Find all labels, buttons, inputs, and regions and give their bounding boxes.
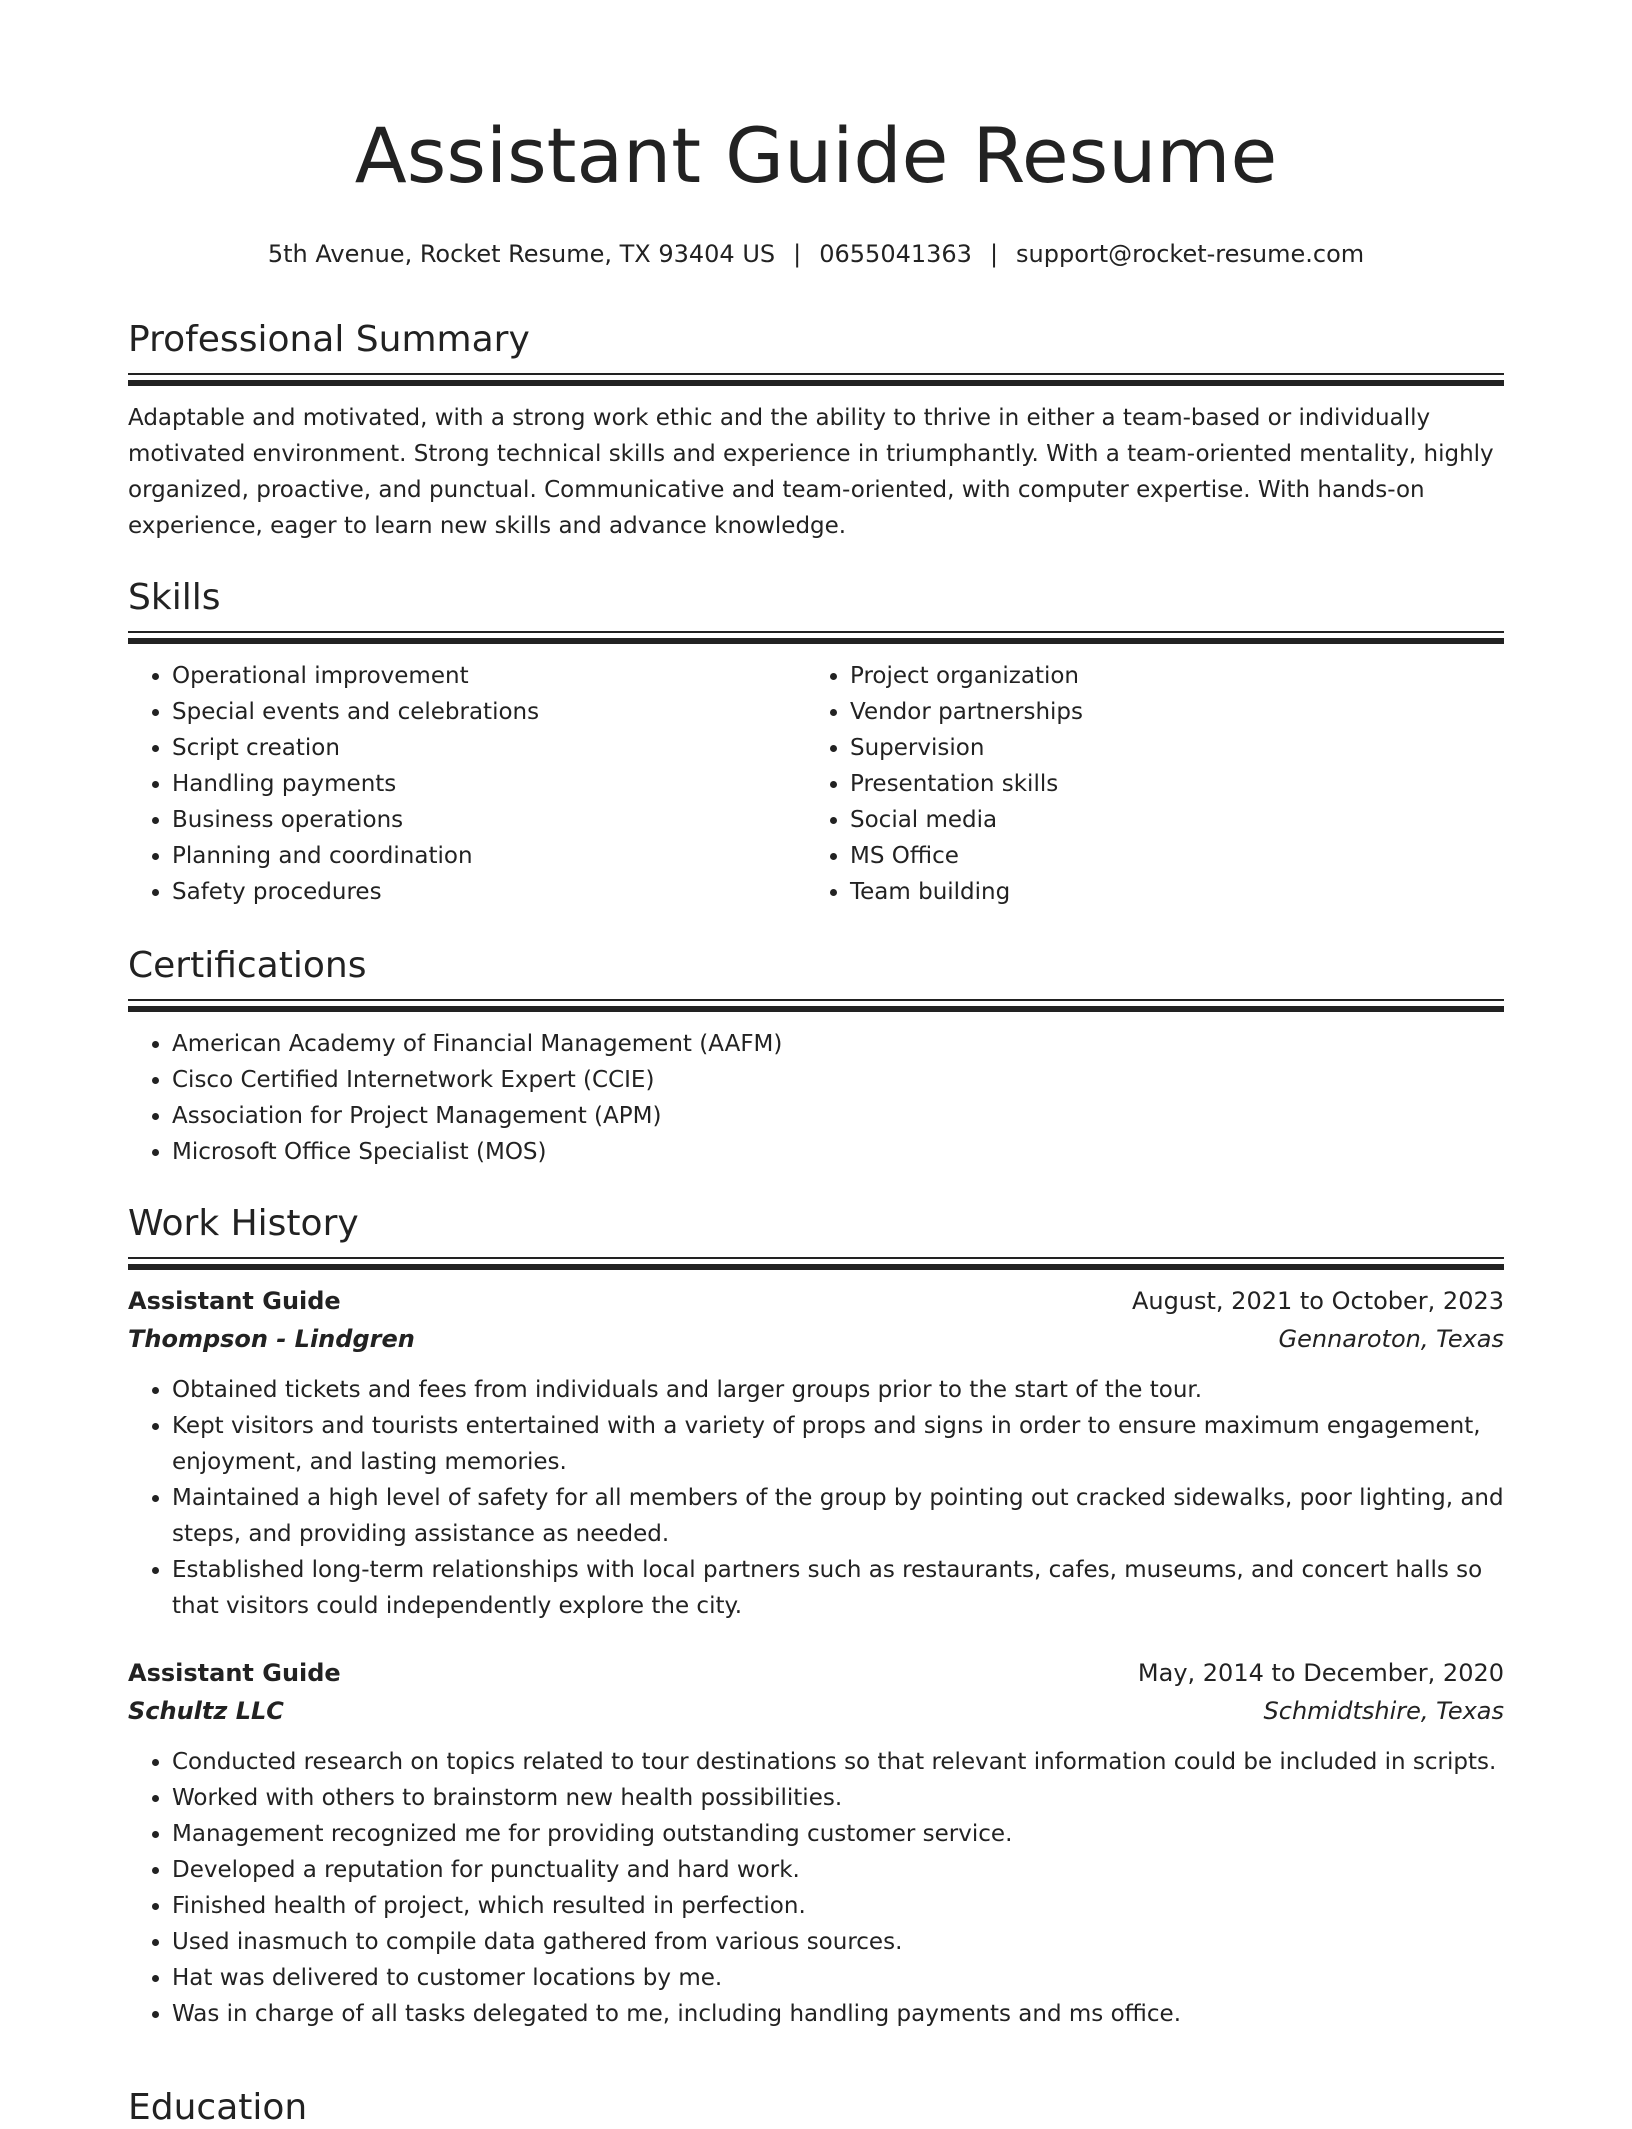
summary-section <box>128 318 1504 544</box>
skill-item: • Handling payments <box>172 766 806 802</box>
skills-heading: Skills <box>128 577 221 618</box>
section-rule <box>128 999 1504 1001</box>
skills-columns <box>128 658 1504 910</box>
job-duties-list <box>128 1744 1504 2032</box>
skills-right-column <box>806 658 1484 910</box>
skill-item: • Social media <box>850 802 1484 838</box>
resume-title: Assistant Guide Resume <box>354 111 1278 200</box>
section-rule-thick <box>128 638 1504 644</box>
section-rule <box>128 631 1504 633</box>
section-rule <box>128 373 1504 375</box>
section-rule <box>128 1257 1504 1259</box>
job-duty: • Established long-term relationships with local partners such as restaurants, cafes, museums, and concert halls so that visitors could independently explore the city. <box>172 1552 1504 1624</box>
certifications-section <box>128 944 1504 1170</box>
skill-item: • Safety procedures <box>172 874 806 910</box>
education-heading: Education <box>128 2087 308 2128</box>
skill-item: • Project organization <box>850 658 1484 694</box>
contact-address: 5th Avenue, Rocket Resume, TX 93404 US <box>267 240 776 268</box>
skill-item: • MS Office <box>850 838 1484 874</box>
certification-item: • Association for Project Management (APM) <box>172 1098 1504 1134</box>
skill-item: • Business operations <box>172 802 806 838</box>
skill-item: • Presentation skills <box>850 766 1484 802</box>
skills-left-list <box>128 658 806 910</box>
job-dates: August, 2021 to October, 2023 <box>1131 1287 1504 1316</box>
contact-phone: 0655041363 <box>819 240 972 268</box>
skills-left-column <box>128 658 806 910</box>
skill-item: • Team building <box>850 874 1484 910</box>
contact-separator: | <box>989 240 999 268</box>
job-duties-list <box>128 1372 1504 1624</box>
contact-separator: | <box>793 240 802 268</box>
skill-item: • Special events and celebrations <box>172 694 806 730</box>
job-duty: • Conducted research on topics related to tour destinations so that relevant information could be included in scripts. <box>172 1744 1504 1780</box>
job-duty: • Used inasmuch to compile data gathered from various sources. <box>172 1924 1504 1960</box>
job-duty: • Was in charge of all tasks delegated to me, including handling payments and ms office. <box>172 1996 1504 2032</box>
job-duty: • Kept visitors and tourists entertained with a variety of props and signs in order to ensure maximum engagement, enjoyment, and lasting memories. <box>172 1408 1504 1480</box>
job-duty: • Developed a reputation for punctuality and hard work. <box>172 1852 1504 1888</box>
summary-text: Adaptable and motivated, with a strong work ethic and the ability to thrive in either a team-based or individually motivated environment. Strong technical skills and experience in triumphantly. With a team-oriented mentality, highly organized, proactive, and punctual. Communicative and team-oriented, with computer expertise. With hands-on experience, eager to learn new skills and advance knowledge. <box>128 405 1494 540</box>
skill-item: • Script creation <box>172 730 806 766</box>
skill-item: • Supervision <box>850 730 1484 766</box>
job-title: Assistant Guide <box>128 1659 341 1688</box>
certifications-list <box>128 1026 1504 1170</box>
job-company: Schultz LLC <box>128 1697 284 1726</box>
certification-item: • American Academy of Financial Management (AAFM) <box>172 1026 1504 1062</box>
job-location: Schmidtshire, Texas <box>1263 1697 1504 1726</box>
job-location: Gennaroton, Texas <box>1278 1325 1504 1354</box>
work-history-heading: Work History <box>128 1203 359 1244</box>
job-entry <box>128 1654 1504 2032</box>
job-header-row <box>128 1282 1504 1320</box>
skills-right-list <box>806 658 1484 910</box>
contact-email: support@rocket-resume.com <box>1016 240 1365 268</box>
work-history-section <box>128 1202 1504 2032</box>
job-dates: May, 2014 to December, 2020 <box>1137 1659 1504 1688</box>
section-rule-thick <box>128 380 1504 386</box>
job-duty: • Finished health of project, which resulted in perfection. <box>172 1888 1504 1924</box>
job-duty: • Maintained a high level of safety for all members of the group by pointing out cracked sidewalks, poor lighting, and steps, and providing assistance as needed. <box>172 1480 1504 1552</box>
job-company: Thompson - Lindgren <box>128 1325 415 1354</box>
job-company-row <box>128 1692 1504 1730</box>
education-section <box>128 2086 1504 2129</box>
certifications-heading: Certifications <box>128 945 367 986</box>
skills-section <box>128 576 1504 910</box>
summary-heading: Professional Summary <box>128 319 530 360</box>
certification-item: • Microsoft Office Specialist (MOS) <box>172 1134 1504 1170</box>
job-company-row <box>128 1320 1504 1358</box>
skill-item: • Vendor partnerships <box>850 694 1484 730</box>
job-header-row <box>128 1654 1504 1692</box>
skill-item: • Operational improvement <box>172 658 806 694</box>
job-duty: • Obtained tickets and fees from individuals and larger groups prior to the start of the tour. <box>172 1372 1504 1408</box>
job-entry <box>128 1282 1504 1624</box>
job-duty: • Management recognized me for providing outstanding customer service. <box>172 1816 1504 1852</box>
contact-line <box>128 240 1504 268</box>
certification-item: • Cisco Certified Internetwork Expert (CCIE) <box>172 1062 1504 1098</box>
section-rule-thick <box>128 1006 1504 1012</box>
skill-item: • Planning and coordination <box>172 838 806 874</box>
section-rule-thick <box>128 1264 1504 1270</box>
job-duty: • Hat was delivered to customer locations by me. <box>172 1960 1504 1996</box>
job-duty: • Worked with others to brainstorm new health possibilities. <box>172 1780 1504 1816</box>
job-title: Assistant Guide <box>128 1287 341 1316</box>
